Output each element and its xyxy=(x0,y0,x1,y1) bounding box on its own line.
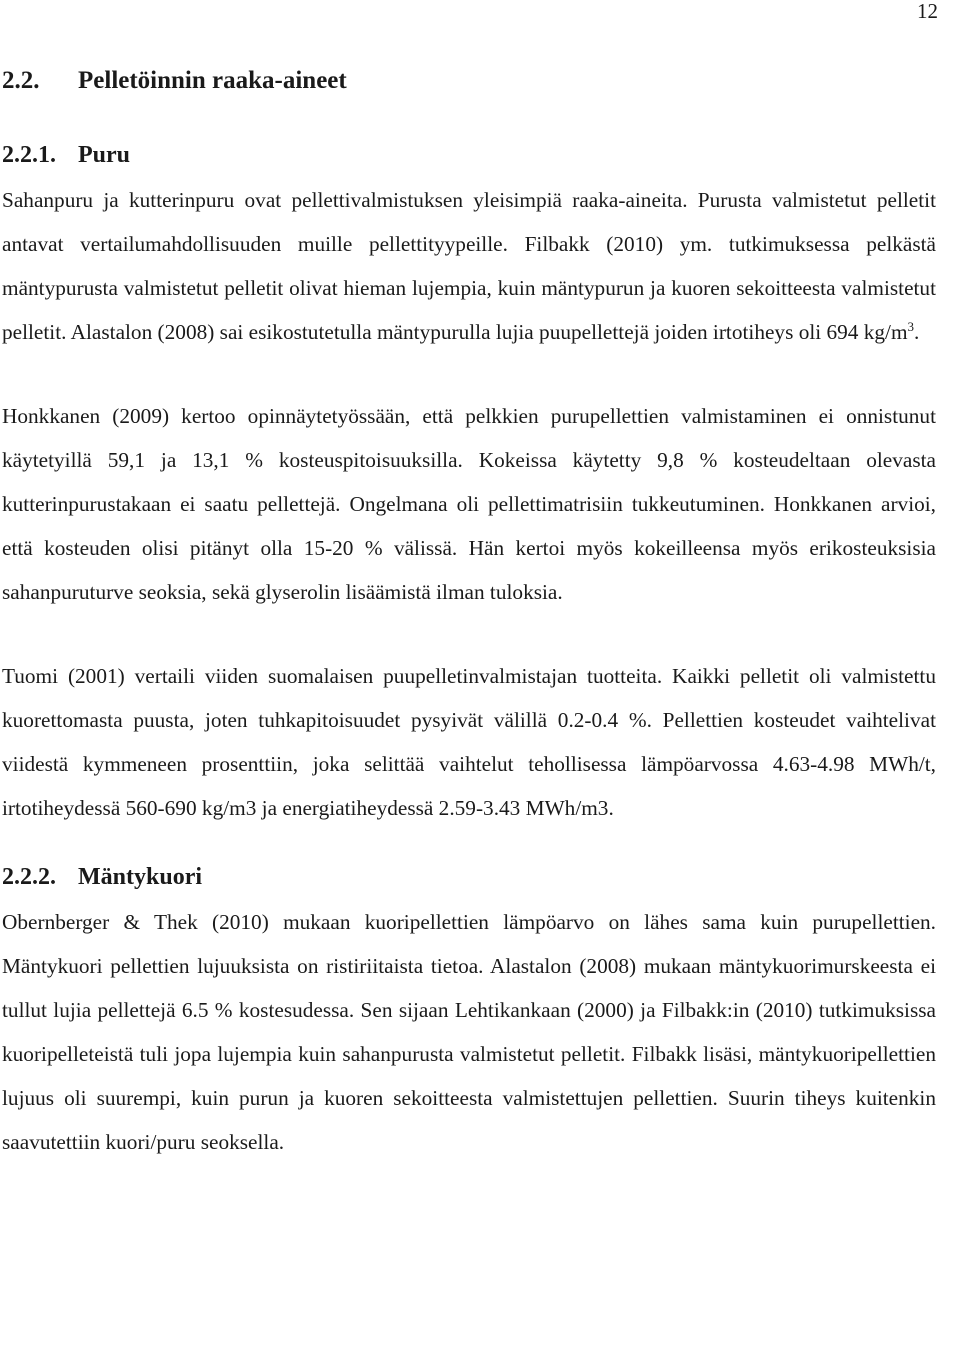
subsection-number: 2.2.1. xyxy=(2,142,56,168)
subsection-heading-mantykuori xyxy=(2,860,936,894)
paragraph-puru-3: Tuomi (2001) vertaili viiden suomalaisen puupelletinvalmistajan tuotteita. Kaikki pelletit oli valmistettu kuorettomasta puusta, joten tuhkapitoisuudet pysyivät välillä 0.2-0.4 %. Pellettien kosteudet vaihtelivat viidestä kymmeneen prosenttiin, joka selittää vaihtelut tehollisessa lämpöarvossa 4.63-4.98 MWh/t, irtotiheydessä 560-690 kg/m3 ja energiatiheydessä 2.59-3.43 MWh/m3. xyxy=(2,664,936,820)
paragraph-puru-1 xyxy=(2,178,936,354)
paragraph-text: Sahanpuru ja kutterinpuru ovat pellettivalmistuksen yleisimpiä raaka-aineita. Purusta valmistetut pelletit antavat vertailumahdollisuuden muille pellettityypeille. Filbakk (2010) ym. tutkimuksessa pelkästä mäntypurusta valmistetut pelletit olivat hieman lujempia, kuin mäntypurun ja kuoren sekoitteesta valmistetut pelletit. Alastalon (2008) sai esikostutetulla mäntypurulla lujia puupellettejä joiden irtotiheys oli 694 kg/m xyxy=(2,188,936,344)
section-title: Pelletöinnin raaka-aineet xyxy=(78,67,347,94)
section-heading xyxy=(2,64,936,98)
paragraph-puru-2: Honkkanen (2009) kertoo opinnäytetyössään, että pelkkien purupellettien valmistaminen ei onnistunut käytetyillä 59,1 ja 13,1 % kosteuspitoisuuksilla. Kokeissa käytetty 9,8 % kosteudeltaan olevasta kutterinpurustakaan ei saatu pellettejä. Ongelmana oli pellettimatrisiin tukkeutuminen. Honkkanen arvioi, että kosteuden olisi pitänyt olla 15-20 % välissä. Hän kertoi myös kokeilleensa myös erikosteuksisia sahanpuruturve seoksia, sekä glyserolin lisäämistä ilman tuloksia. xyxy=(2,404,936,604)
subsection-title: Mäntykuori xyxy=(78,864,203,890)
paragraph-suffix: . xyxy=(914,320,920,344)
page-number: 12 xyxy=(917,0,938,23)
subsection-title: Puru xyxy=(78,142,131,168)
page-content xyxy=(2,64,936,1164)
superscript: 3 xyxy=(907,318,915,334)
section-number: 2.2. xyxy=(2,67,40,94)
paragraph-mantykuori-1: Obernberger & Thek (2010) mukaan kuoripellettien lämpöarvo on lähes sama kuin purupellettien. Mäntykuori pellettien lujuuksista on ristiriitaista tietoa. Alastalon (2008) mukaan mäntykuorimurskeesta ei tullut lujia pellettejä 6.5 % kostesudessa. Sen sijaan Lehtikankaan (2000) ja Filbakk:in (2010) tutkimuksissa kuoripelleteistä tuli jopa lujempia kuin sahanpurusta valmistetut pelletit. Filbakk lisäsi, mäntykuoripellettien lujuus oli suurempi, kuin purun ja kuoren sekoitteesta valmistettujen pellettien. Suurin tiheys kuitenkin saavutettiin kuori/puru seoksella. xyxy=(2,910,936,1154)
subsection-heading-puru xyxy=(2,138,936,172)
subsection-number: 2.2.2. xyxy=(2,864,56,890)
